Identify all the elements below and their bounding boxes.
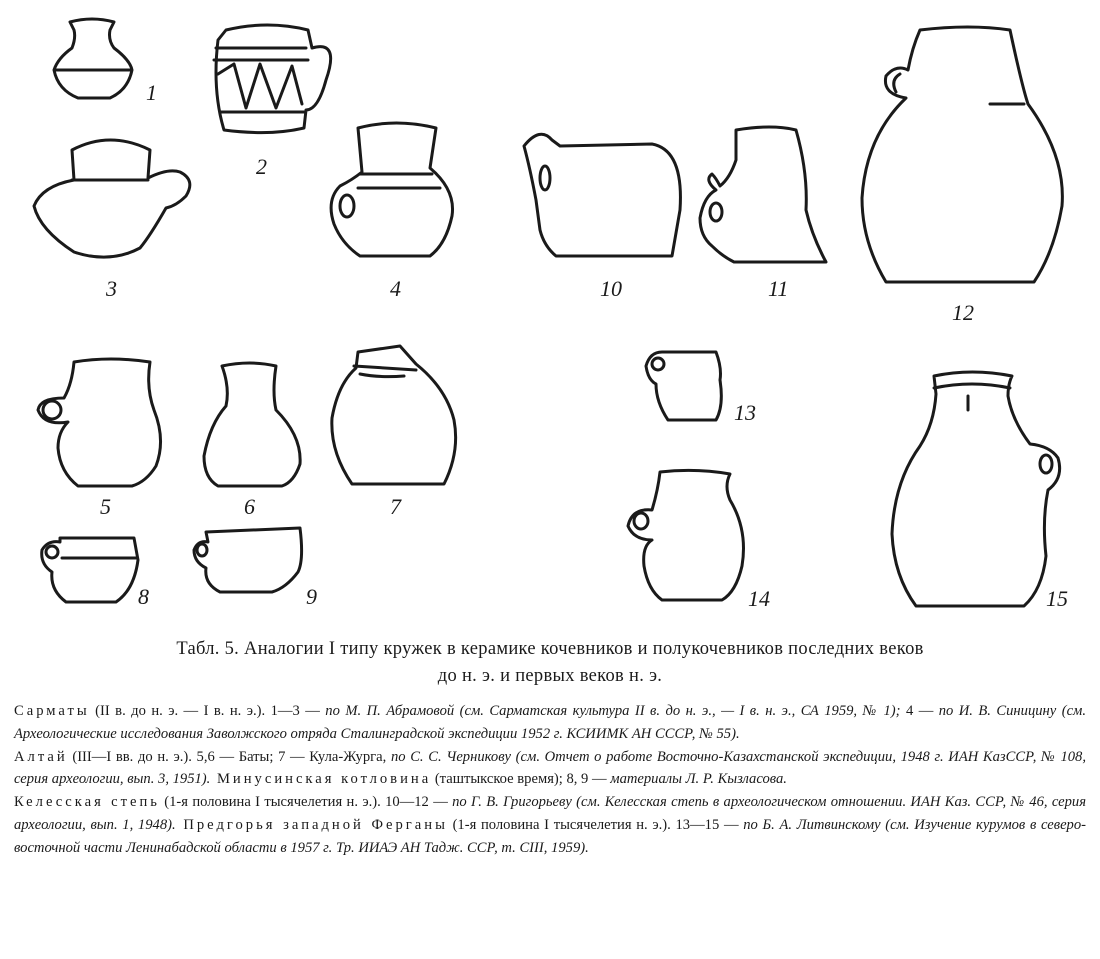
fig-label-6: 6 [244, 494, 255, 519]
vessel-10-drawing [524, 134, 680, 256]
note-1-source-a: по М. П. Абрамовой (см. Сарматская культура II в. до н. э., — I в. н. э., СА 1959, № 1); [325, 703, 906, 719]
vessel-15-drawing [892, 372, 1060, 606]
vessel-13-drawing [646, 352, 721, 420]
note-2-period-b: (таштыкское время); 8, 9 — [431, 771, 611, 788]
note-1-item: 4 — [905, 703, 939, 719]
table-caption [14, 636, 1086, 690]
note-2-region: Алтай [14, 748, 68, 765]
vessel-12-drawing [862, 27, 1062, 282]
caption-line-1: Табл. 5. Аналогии I типу кружек в керамике кочевников и полукочевников последних веков [176, 639, 924, 659]
fig-label-5: 5 [100, 494, 111, 519]
fig-label-2: 2 [256, 154, 267, 179]
vessel-11-drawing [700, 127, 826, 262]
vessel-9-drawing [194, 528, 302, 592]
vessel-1-drawing [54, 19, 132, 98]
note-3-region: Келесская степь [14, 794, 160, 811]
caption-line-2: до н. э. и первых веков н. э. [437, 666, 663, 686]
fig-label-4: 4 [390, 276, 401, 301]
fig-label-8: 8 [138, 584, 149, 609]
fig-label-14: 14 [748, 586, 770, 611]
note-2-source-a: по С. С. Черникову (см. Отчет о работе Восточно-Казахстанской экспедиции, 1948 г. ИАН КазССР, № 108, серия археологии, вып. 3, 1951). [14, 748, 1086, 788]
note-1-region: Сарматы [14, 703, 90, 719]
fig-label-7: 7 [390, 494, 401, 519]
vessel-4-drawing [331, 123, 452, 256]
note-3-source-b: по Б. А. Литвинскому (см. Изучение курумов в северо-восточной части Ленинабадской области в 1957 г. Тр. ИИАЭ АН Тадж. ССР, т. CIII, 1959). [14, 816, 1086, 856]
fig-label-9: 9 [306, 584, 317, 609]
note-1-period: (II в. до н. э. — I в. н. э.). 1—3 — [89, 703, 326, 719]
vessel-14-drawing [628, 470, 744, 600]
vessel-5-drawing [38, 359, 161, 486]
vessel-2-drawing [214, 25, 331, 133]
note-sarmatians [14, 700, 1086, 746]
fig-label-13: 13 [734, 400, 756, 425]
vessel-7-drawing [332, 346, 456, 484]
note-3-region-b: Предгорья западной Ферганы [175, 816, 448, 833]
note-2-period: (III—I вв. до н. э.). 5,6 — Баты; 7 — Кула-Журга, [67, 748, 391, 765]
fig-label-15: 15 [1046, 586, 1068, 611]
fig-label-1: 1 [146, 80, 157, 105]
note-2-region-b: Минусинская котловина [210, 771, 432, 788]
vessel-3-drawing [34, 140, 190, 257]
vessel-6-drawing [204, 363, 300, 486]
note-keles [14, 791, 1086, 859]
note-3-period-b: (1-я половина I тысячелетия н. э.). 13—15 — [447, 816, 744, 833]
note-3-period: (1-я половина I тысячелетия н. э.). 10—12 — [159, 794, 453, 811]
fig-label-11: 11 [768, 276, 789, 301]
fig-label-3: 3 [106, 276, 117, 301]
fig-label-10: 10 [600, 276, 622, 301]
note-altai [14, 746, 1086, 792]
note-3-source-a: по Г. В. Григорьеву (см. Келесская степь в археологическом отношении. ИАН Каз. ССР, № 46, серия археологии, вып. 1, 1948). [14, 794, 1086, 833]
note-2-source-b: материалы Л. Р. Кызласова. [610, 771, 787, 788]
fig-label-12: 12 [952, 300, 974, 325]
vessel-8-drawing [42, 538, 138, 602]
note-1-source-b: по И. В. Синицину (см. Археологические исследования Заволжского отряда Сталинградской экспедиции 1952 г. КСИИМК АН СССР, № 55). [14, 703, 1087, 742]
caption-notes [14, 700, 1086, 860]
